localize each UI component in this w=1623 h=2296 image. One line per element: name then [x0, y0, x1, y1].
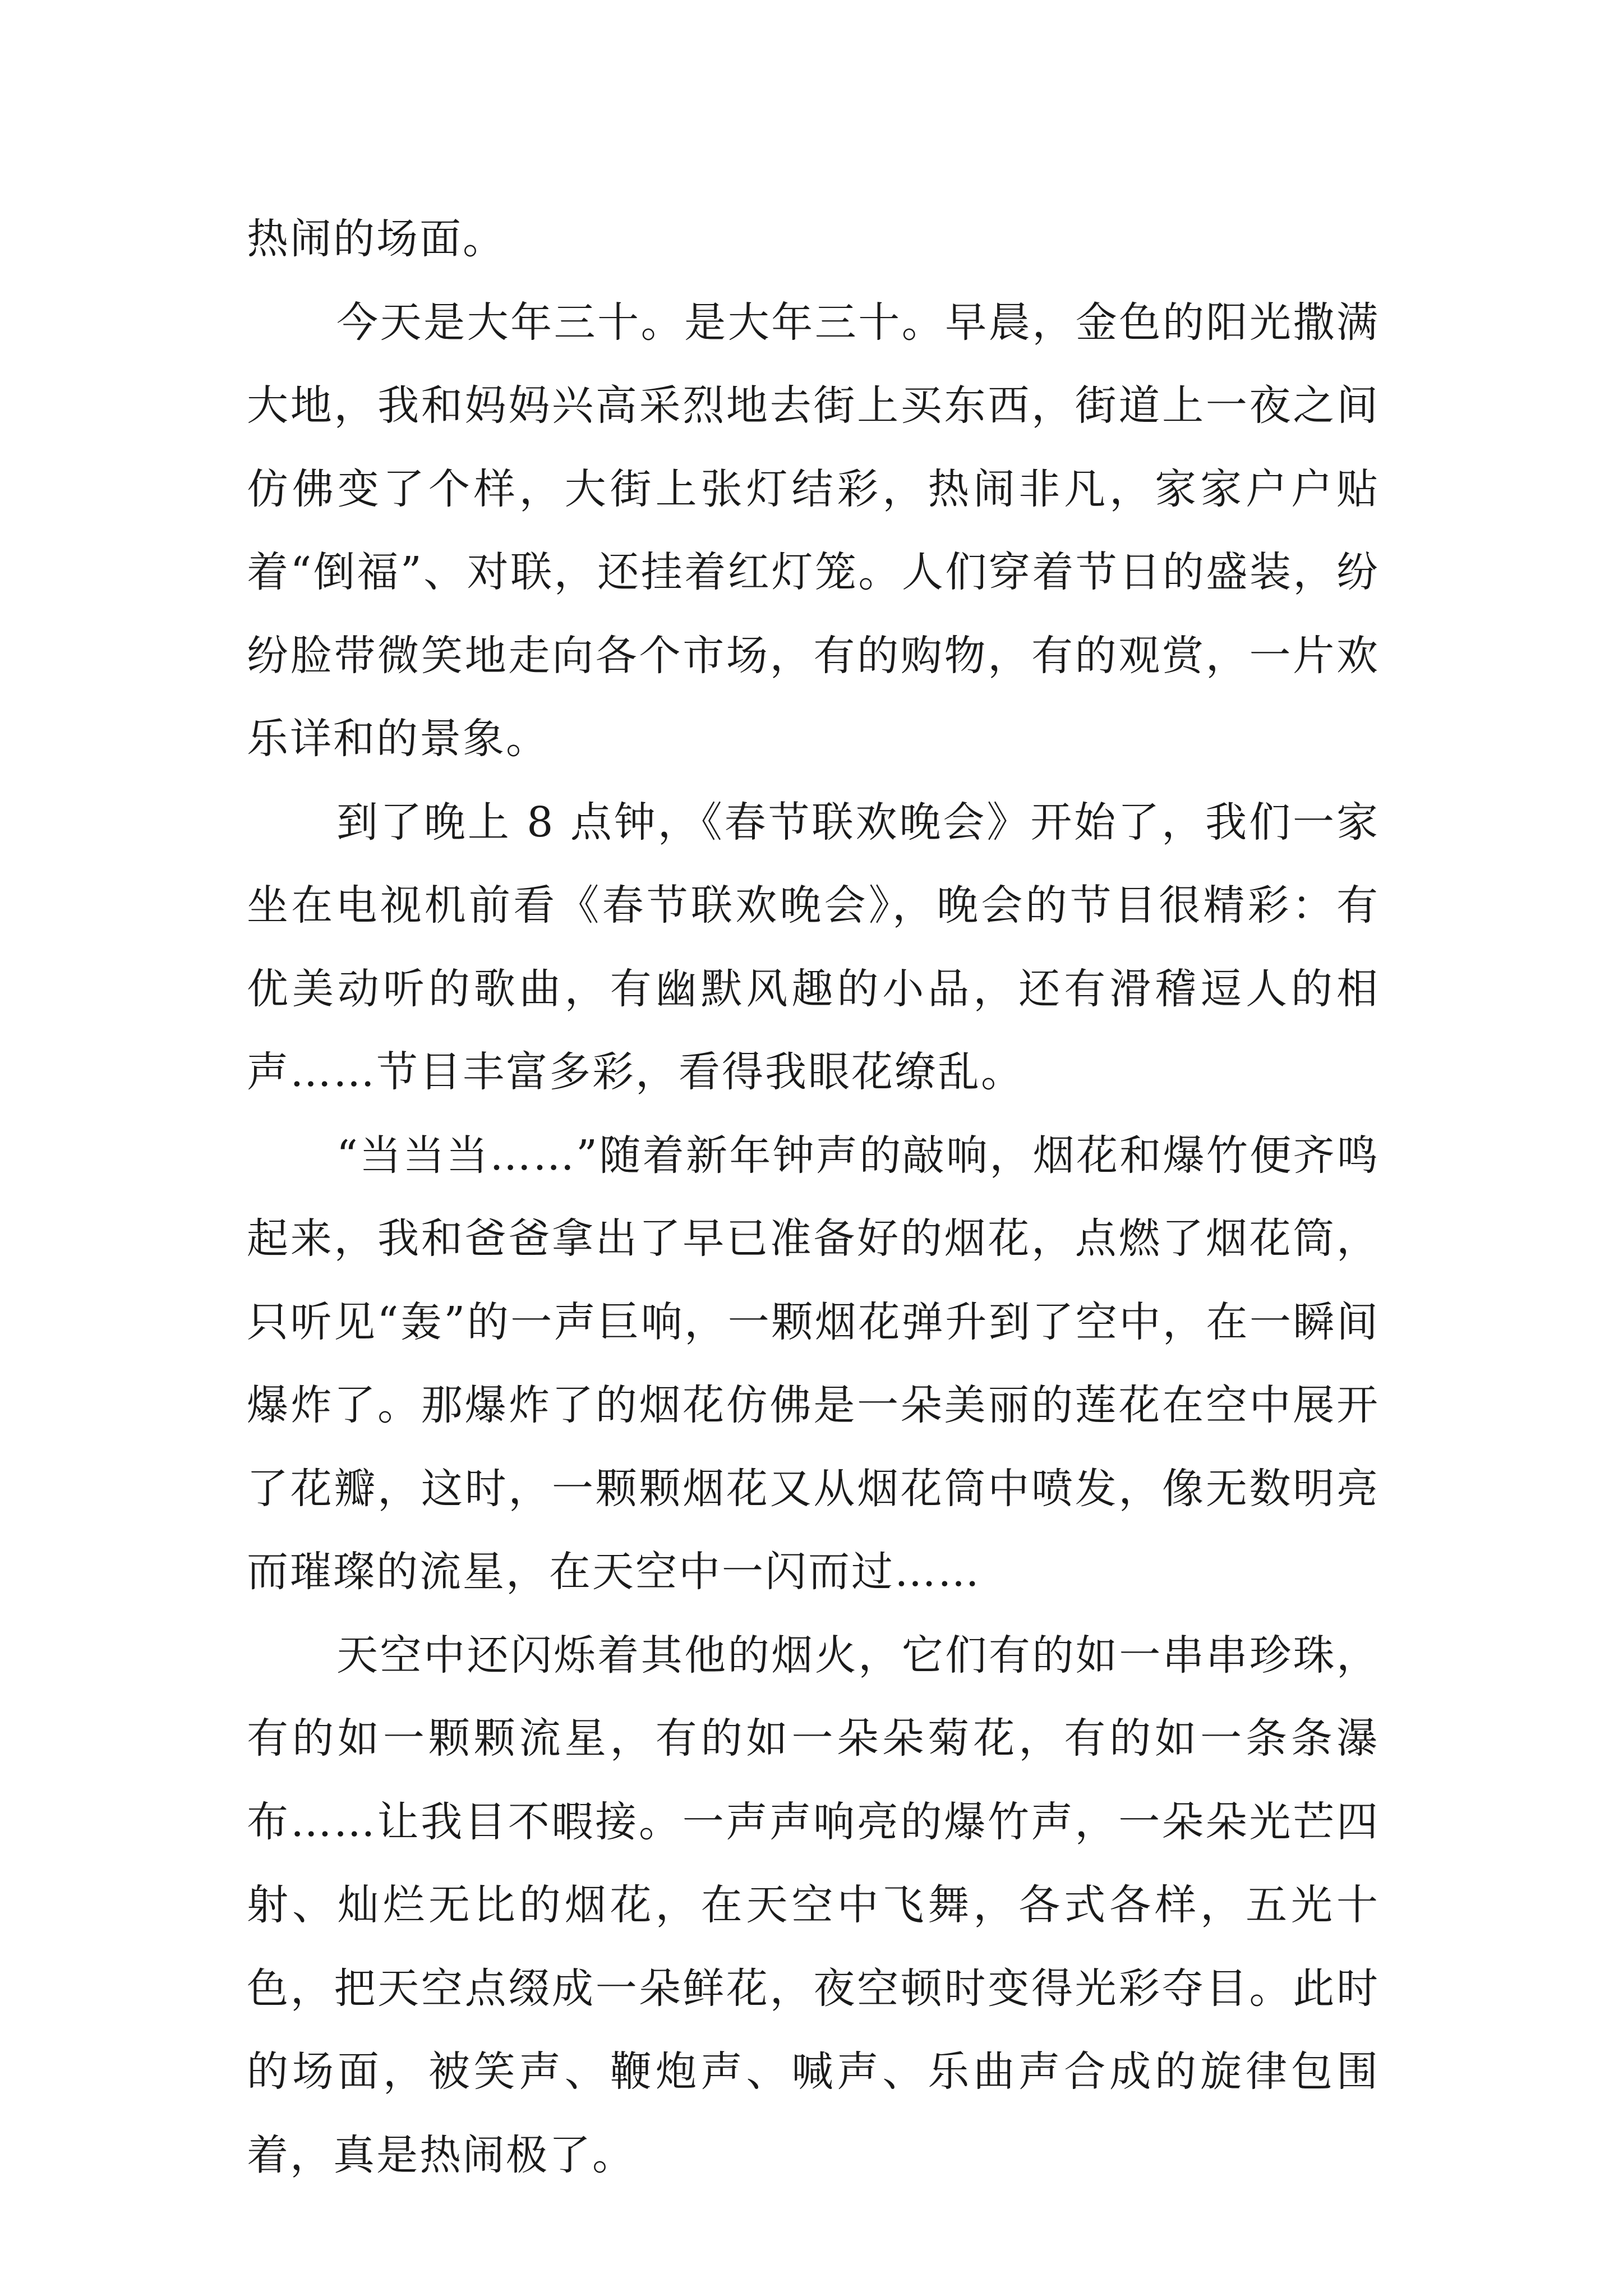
paragraph-1: 热闹的场面。	[247, 215, 506, 263]
document-body	[247, 197, 1380, 2197]
paragraph-5: 天空中还闪烁着其他的烟火，它们有的如一串串珍珠，有的如一颗颗流星，有的如一朵朵菊花，有的如一条条瀑布……让我目不暇接。一声声响亮的爆竹声，一朵朵光芒四射、灿烂无比的烟花，在天空中飞舞，各式各样，五光十色，把天空点缀成一朵鲜花，夜空顿时变得光彩夺目。此时的场面，被笑声、鞭炮声、喊声、乐曲声合成的旋律包围着，真是热闹极了。	[247, 1631, 1380, 2179]
paragraph-3: 到了晚上 8 点钟，《春节联欢晚会》开始了，我们一家坐在电视机前看《春节联欢晚会》，晚会的节目很精彩：有优美动听的歌曲，有幽默风趣的小品，还有滑稽逗人的相声……节目丰富多彩，看得我眼花缭乱。	[247, 798, 1380, 1096]
paragraph-4: “当当当……”随着新年钟声的敲响，烟花和爆竹便齐鸣起来，我和爸爸拿出了早已准备好的烟花，点燃了烟花筒，只听见“轰”的一声巨响，一颗烟花弹升到了空中，在一瞬间爆炸了。那爆炸了的烟花仿佛是一朵美丽的莲花在空中展开了花瓣，这时，一颗颗烟花又从烟花筒中喷发，像无数明亮而璀璨的流星，在天空中一闪而过……	[247, 1131, 1380, 1596]
paragraph-2: 今天是大年三十。是大年三十。早晨，金色的阳光撒满大地，我和妈妈兴高采烈地去街上买东西，街道上一夜之间仿佛变了个样，大街上张灯结彩，热闹非凡，家家户户贴着“倒福”、对联，还挂着红灯笼。人们穿着节日的盛装，纷纷脸带微笑地走向各个市场，有的购物，有的观赏，一片欢乐详和的景象。	[247, 298, 1380, 763]
